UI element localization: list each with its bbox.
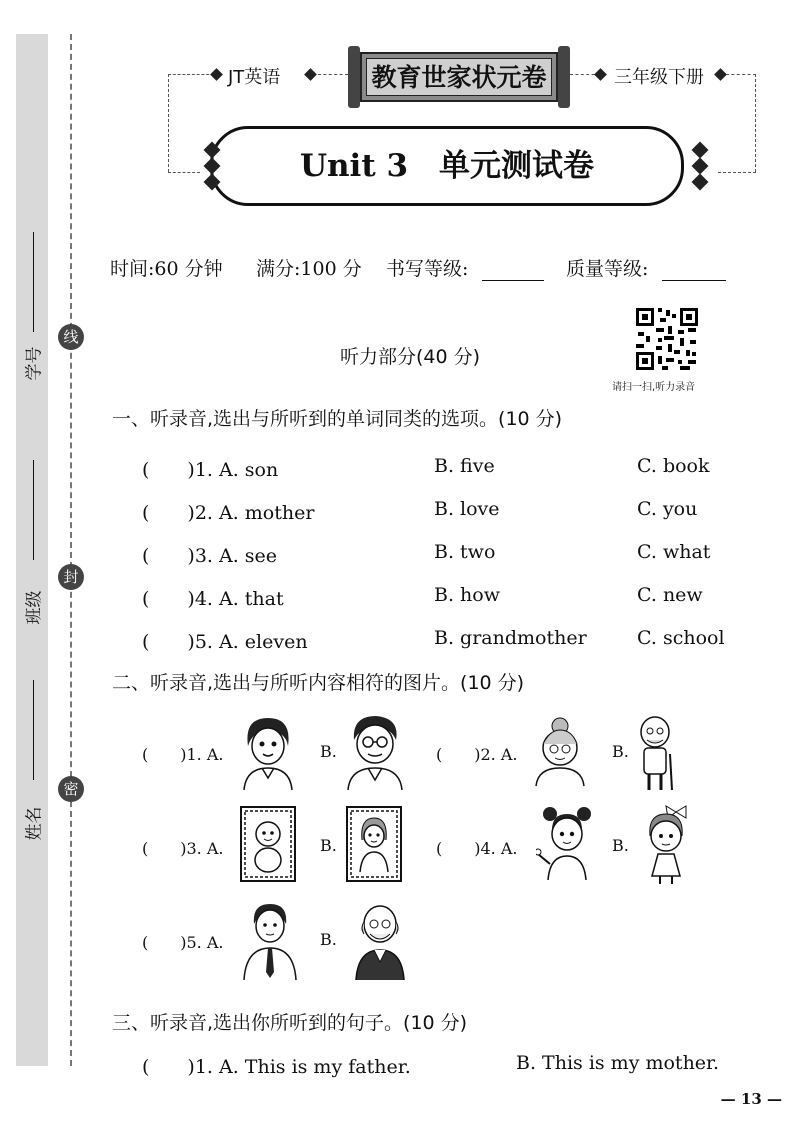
header-dash [168, 74, 214, 75]
time-limit: 时间:60 分钟 [110, 258, 223, 280]
section2-heading: 二、听录音,选出与所听内容相符的图片。(10 分) [112, 672, 525, 694]
class-line [33, 460, 34, 560]
girl-waving-picture [536, 804, 598, 882]
question-1-5-c: C. school [637, 627, 725, 649]
question-3-1-a: ( )1. A. This is my father. [142, 1056, 411, 1078]
question-1-1-a: ( )1. A. son [142, 459, 279, 481]
question-1-4-a: ( )4. A. that [142, 588, 284, 610]
baby-photo-picture [240, 806, 296, 882]
question-1-3-c: C. what [637, 541, 711, 563]
section3-heading: 三、听录音,选出你所听到的句子。(10 分) [112, 1012, 468, 1034]
name-line [33, 680, 34, 780]
question-1-3-b: B. two [434, 541, 496, 563]
grade-tag: 三年级下册 [614, 67, 704, 88]
listening-heading: 听力部分(40 分) [340, 346, 481, 368]
girl-picture [236, 712, 300, 792]
header-dash [168, 74, 169, 172]
seal-line-mark: 线 [58, 324, 84, 350]
diamond-icon [714, 68, 727, 81]
grandmother-picture [530, 716, 590, 788]
writing-grade-label: 书写等级: [386, 258, 469, 280]
cut-line [70, 34, 72, 1066]
question-2-2-label: ( )2. A. [436, 745, 518, 764]
grandfather-picture [632, 714, 678, 792]
header-dash [726, 74, 756, 75]
writing-grade-field[interactable] [482, 262, 544, 281]
question-2-3-label: ( )3. A. [142, 839, 224, 858]
quality-grade-label: 质量等级: [566, 258, 649, 280]
scroll-banner [348, 46, 570, 108]
young-man-picture [240, 900, 300, 982]
qr-caption: 请扫一扫,听力录音 [612, 382, 696, 393]
diamond-icon [210, 68, 223, 81]
question-1-1-c: C. book [637, 455, 710, 477]
question-2-4-b: B. [612, 836, 629, 855]
question-1-4-b: B. how [434, 584, 500, 606]
question-1-4-c: C. new [637, 584, 703, 606]
question-1-2-a: ( )2. A. mother [142, 502, 315, 524]
question-2-5-b: B. [320, 930, 337, 949]
header-dash [168, 172, 200, 173]
series-tag: JT英语 [228, 67, 281, 88]
question-2-1-b: B. [320, 742, 337, 761]
header-dash [718, 172, 756, 173]
seal-secret-mark: 密 [58, 776, 84, 802]
name-label: 姓名 [24, 806, 45, 841]
question-2-2-b: B. [612, 742, 629, 761]
page-title: Unit 3 单元测试卷 [299, 148, 595, 184]
little-girl-picture [636, 804, 696, 886]
man-with-glasses-picture [342, 710, 408, 792]
seal-seal-mark: 封 [58, 564, 84, 590]
header-dash [318, 74, 348, 75]
student-id-label: 学号 [24, 346, 45, 381]
question-1-3-a: ( )3. A. see [142, 545, 278, 567]
question-2-3-b: B. [320, 836, 337, 855]
qr-code-icon[interactable] [634, 306, 700, 372]
full-score: 满分:100 分 [256, 258, 362, 280]
header-dash [755, 74, 756, 172]
question-1-2-c: C. you [637, 498, 698, 520]
page-number: — 13 — [720, 1090, 782, 1108]
section1-heading: 一、听录音,选出与所听到的单词同类的选项。(10 分) [112, 408, 563, 430]
binding-strip [16, 34, 48, 1066]
diamond-icon [692, 142, 709, 159]
diamond-icon [692, 174, 709, 191]
question-1-2-b: B. love [434, 498, 500, 520]
girl-photo-picture [346, 806, 402, 882]
question-1-5-b: B. grandmother [434, 627, 587, 649]
quality-grade-field[interactable] [662, 262, 726, 281]
old-man-picture [352, 898, 408, 982]
diamond-icon [594, 68, 607, 81]
class-label: 班级 [24, 590, 45, 625]
series-name: 教育世家状元卷 [366, 58, 552, 96]
question-2-1-label: ( )1. A. [142, 745, 224, 764]
question-2-4-label: ( )4. A. [436, 839, 518, 858]
question-3-1-b: B. This is my mother. [516, 1052, 720, 1074]
question-1-5-a: ( )5. A. eleven [142, 631, 308, 653]
question-2-5-label: ( )5. A. [142, 933, 224, 952]
diamond-icon [692, 158, 709, 175]
question-1-1-b: B. five [434, 455, 495, 477]
diamond-icon [304, 68, 317, 81]
student-id-line [33, 232, 34, 332]
